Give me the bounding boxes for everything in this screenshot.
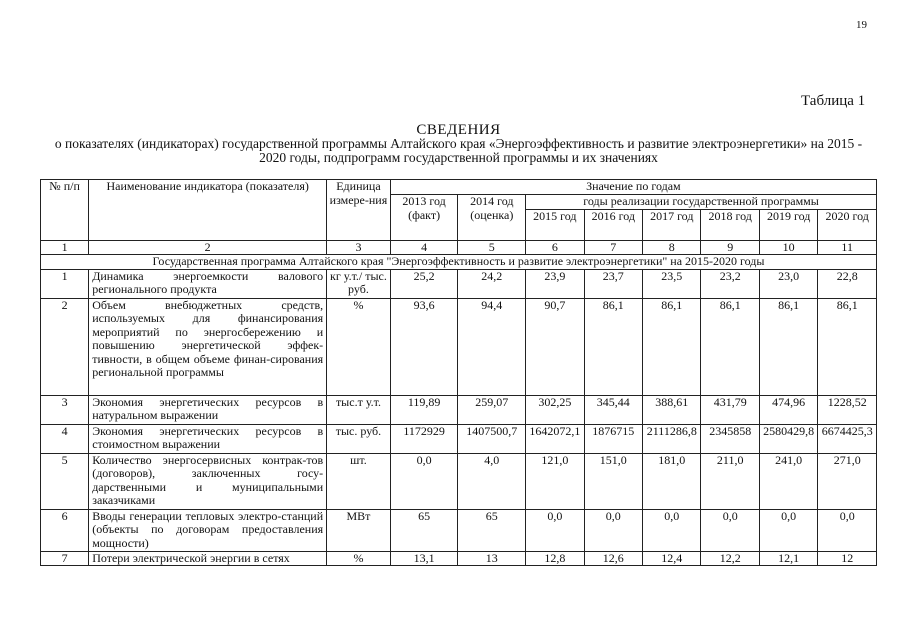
column-number: 2 <box>89 240 327 255</box>
indicator-name: Вводы генерации тепловых электро-станций (объекты по договорам предоставления мощности) <box>89 509 327 551</box>
header-unit: Единица измере-ния <box>327 180 391 241</box>
value-cell: 0,0 <box>526 509 584 551</box>
value-cell: 86,1 <box>701 298 759 395</box>
row-number: 6 <box>41 509 89 551</box>
column-number: 6 <box>526 240 584 255</box>
table-row <box>41 395 877 424</box>
header-2014: 2014 год (оценка) <box>458 195 526 241</box>
unit-cell: МВт <box>327 509 391 551</box>
header-values-group: Значение по годам <box>390 180 876 195</box>
header-2013: 2013 год (факт) <box>390 195 458 241</box>
value-cell: 271,0 <box>818 453 877 509</box>
value-cell: 13,1 <box>390 551 458 566</box>
header-year: 2018 год <box>701 209 759 240</box>
header-year: 2017 год <box>643 209 701 240</box>
table-row <box>41 424 877 453</box>
value-cell: 23,9 <box>526 269 584 298</box>
page-number: 19 <box>856 19 867 31</box>
table-row <box>41 298 877 395</box>
value-cell: 12,8 <box>526 551 584 566</box>
value-cell: 12,1 <box>759 551 817 566</box>
table-header <box>41 180 877 270</box>
value-cell: 259,07 <box>458 395 526 424</box>
indicator-name: Экономия энергетических ресурсов в стоимостном выражении <box>89 424 327 453</box>
value-cell: 211,0 <box>701 453 759 509</box>
value-cell: 25,2 <box>390 269 458 298</box>
column-number: 8 <box>643 240 701 255</box>
column-number: 10 <box>759 240 817 255</box>
value-cell: 388,61 <box>643 395 701 424</box>
value-cell: 65 <box>390 509 458 551</box>
column-number: 7 <box>584 240 642 255</box>
unit-cell: % <box>327 551 391 566</box>
column-number: 9 <box>701 240 759 255</box>
unit-cell: шт. <box>327 453 391 509</box>
column-number: 11 <box>818 240 877 255</box>
value-cell: 1172929 <box>390 424 458 453</box>
value-cell: 12,2 <box>701 551 759 566</box>
value-cell: 474,96 <box>759 395 817 424</box>
value-cell: 1228,52 <box>818 395 877 424</box>
row-number: 3 <box>41 395 89 424</box>
value-cell: 86,1 <box>759 298 817 395</box>
value-cell: 94,4 <box>458 298 526 395</box>
unit-cell: тыс. руб. <box>327 424 391 453</box>
value-cell: 302,25 <box>526 395 584 424</box>
table-body <box>41 269 877 566</box>
column-number: 3 <box>327 240 391 255</box>
value-cell: 0,0 <box>818 509 877 551</box>
indicator-name: Количество энергосервисных контрак-тов (договоров), заключенных госу-дарственными и муниципальными заказчиками <box>89 453 327 509</box>
value-cell: 23,5 <box>643 269 701 298</box>
value-cell: 93,6 <box>390 298 458 395</box>
value-cell: 12,4 <box>643 551 701 566</box>
value-cell: 0,0 <box>584 509 642 551</box>
table-row <box>41 269 877 298</box>
indicator-name: Объем внебюджетных средств, используемых для финансирования мероприятий по энергосбережению и повышению энергетической эффек-тивности, в общем объеме финан-сирования региональной программы <box>89 298 327 395</box>
indicator-name: Динамика энергоемкости валового регионального продукта <box>89 269 327 298</box>
unit-cell: % <box>327 298 391 395</box>
value-cell: 4,0 <box>458 453 526 509</box>
indicator-name: Потери электрической энергии в сетях <box>89 551 327 566</box>
value-cell: 119,89 <box>390 395 458 424</box>
column-number: 4 <box>390 240 458 255</box>
indicator-name: Экономия энергетических ресурсов в натуральном выражении <box>89 395 327 424</box>
value-cell: 2345858 <box>701 424 759 453</box>
value-cell: 2111286,8 <box>643 424 701 453</box>
value-cell: 13 <box>458 551 526 566</box>
document-subtitle: о показателях (индикаторах) государственной программы Алтайского края «Энергоэффективность и развитие электроэнергетики» на 2015 - 2020 годы, подпрограмм государственной программы и их значениях <box>54 136 863 165</box>
value-cell: 2580429,8 <box>759 424 817 453</box>
value-cell: 0,0 <box>390 453 458 509</box>
header-year: 2015 год <box>526 209 584 240</box>
value-cell: 241,0 <box>759 453 817 509</box>
unit-cell: тыс.т у.т. <box>327 395 391 424</box>
value-cell: 1407500,7 <box>458 424 526 453</box>
value-cell: 181,0 <box>643 453 701 509</box>
header-name: Наименование индикатора (показателя) <box>89 180 327 241</box>
row-number: 5 <box>41 453 89 509</box>
value-cell: 65 <box>458 509 526 551</box>
document-title: СВЕДЕНИЯ <box>416 122 501 138</box>
header-year: 2016 год <box>584 209 642 240</box>
value-cell: 12 <box>818 551 877 566</box>
column-number: 1 <box>41 240 89 255</box>
row-number: 7 <box>41 551 89 566</box>
unit-cell: кг у.т./ тыс. руб. <box>327 269 391 298</box>
value-cell: 0,0 <box>701 509 759 551</box>
value-cell: 151,0 <box>584 453 642 509</box>
section-title: Государственная программа Алтайского края "Энергоэффективность и развитие электроэнергетики" на 2015-2020 годы <box>41 255 877 270</box>
value-cell: 86,1 <box>818 298 877 395</box>
table-row <box>41 509 877 551</box>
indicators-table <box>40 179 877 566</box>
column-number: 5 <box>458 240 526 255</box>
value-cell: 345,44 <box>584 395 642 424</box>
value-cell: 1876715 <box>584 424 642 453</box>
value-cell: 24,2 <box>458 269 526 298</box>
value-cell: 1642072,1 <box>526 424 584 453</box>
row-number: 1 <box>41 269 89 298</box>
table-row <box>41 453 877 509</box>
value-cell: 0,0 <box>759 509 817 551</box>
row-number: 2 <box>41 298 89 395</box>
value-cell: 121,0 <box>526 453 584 509</box>
table-row <box>41 551 877 566</box>
header-num: № п/п <box>41 180 89 241</box>
row-number: 4 <box>41 424 89 453</box>
header-impl-group: годы реализации государственной программы <box>526 195 877 210</box>
value-cell: 90,7 <box>526 298 584 395</box>
header-year: 2019 год <box>759 209 817 240</box>
document-heading <box>40 123 877 165</box>
value-cell: 12,6 <box>584 551 642 566</box>
value-cell: 431,79 <box>701 395 759 424</box>
value-cell: 22,8 <box>818 269 877 298</box>
value-cell: 86,1 <box>643 298 701 395</box>
header-year: 2020 год <box>818 209 877 240</box>
value-cell: 23,7 <box>584 269 642 298</box>
value-cell: 6674425,3 <box>818 424 877 453</box>
table-label: Таблица 1 <box>801 93 866 109</box>
value-cell: 23,2 <box>701 269 759 298</box>
value-cell: 0,0 <box>643 509 701 551</box>
value-cell: 86,1 <box>584 298 642 395</box>
value-cell: 23,0 <box>759 269 817 298</box>
